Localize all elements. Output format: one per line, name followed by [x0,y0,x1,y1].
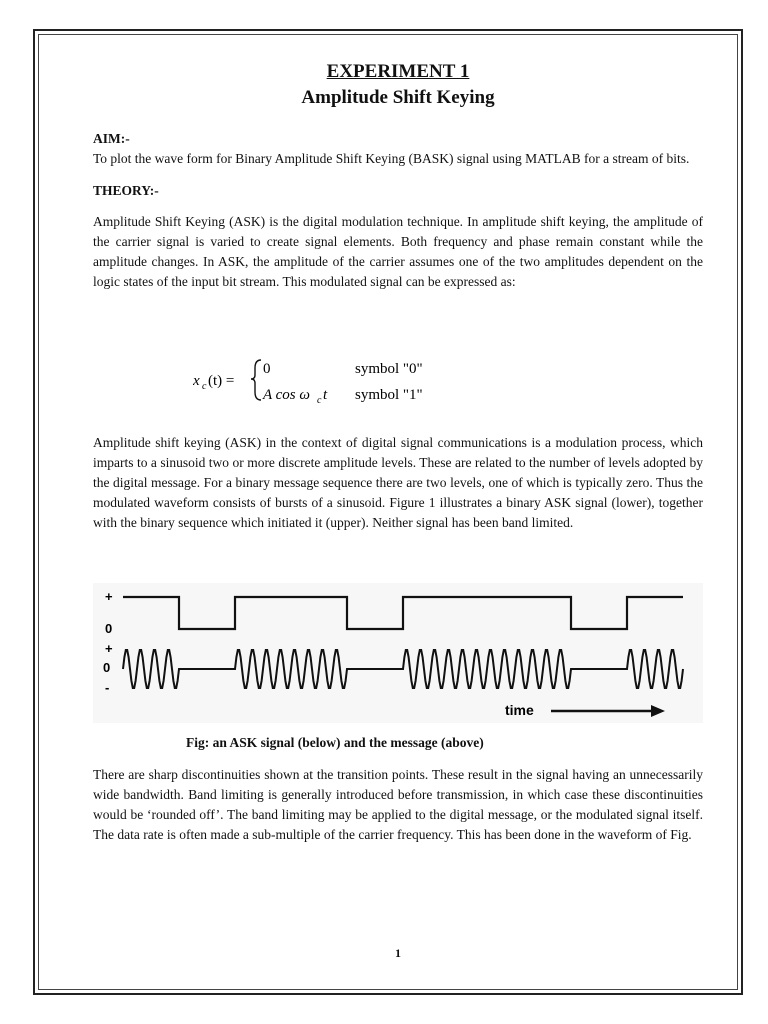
eq-case0-label: symbol "0" [355,361,423,377]
aim-text: To plot the wave form for Binary Amplitude Shift Keying (BASK) signal using MATLAB for a stream of bits. [93,151,690,166]
theory-paragraph-3: There are sharp discontinuities shown at the transition points. These result in the signal having an unnecessarily wide bandwidth. Band limiting is generally introduced before transmission, in which case these discontinuities would be ‘rounded off’. The band limiting may be applied to the digital message, or the modulated signal itself. The data rate is often made a sub-multiple of the carrier frequency. This has been done in the waveform of Fig. [93,767,703,842]
eq-brace [251,360,261,400]
experiment-number: EXPERIMENT 1 [326,61,470,82]
theory-paragraph-2: Amplitude shift keying (ASK) in the context of digital signal communications is a modulation process, which imparts to a sinusoid two or more discrete amplitude levels. These are related to the number of levels adopted by the digital message. For a binary message sequence there are two levels, one of which is typically zero. Thus the modulated waveform consists of bursts of a sinusoid. Figure 1 illustrates a binary ASK signal (lower), together with the binary sequence which initiated it (upper). Neither signal has been band limited. [93,435,703,530]
fig-time-label: time [505,702,534,718]
eq-lhs-arg: (t) = [208,373,235,389]
fig-label-zero-bottom: 0 [103,660,111,675]
eq-case1-sub: c [317,395,322,406]
eq-lhs: x [193,373,200,389]
eq-lhs-sub: c [202,381,207,392]
eq-case1-label: symbol "1" [355,387,423,403]
fig-label-plus-bottom: + [105,641,113,656]
eq-case1-tail: t [323,387,328,403]
fig-label-plus-top: + [105,589,113,604]
document-title: Amplitude Shift Keying [301,87,495,108]
theory-heading: THEORY:- [93,183,159,198]
document-page [93,60,703,314]
fig-label-minus-bottom: - [105,680,110,695]
ask-figure [93,583,703,723]
aim-heading: AIM:- [93,131,130,146]
theory-paragraph-1: Amplitude Shift Keying (ASK) is the digital modulation technique. In amplitude shift keying, the amplitude of the carrier signal is varied to create signal elements. Both frequency and phase remain constant while the amplitude changes. In ASK, the amplitude of the carrier assumes one of the two amplitudes dependent on the logic states of the input bit stream. This modulated signal can be expressed as: [93,214,703,289]
page-number: 1 [395,946,401,960]
fig-label-zero-top: 0 [105,621,113,636]
figure-caption: Fig: an ASK signal (below) and the message (above) [186,735,484,750]
figure-background [93,583,703,723]
eq-case0-value: 0 [263,361,271,377]
ask-equation [193,348,433,410]
eq-case1-value: A cos ω [263,387,310,403]
